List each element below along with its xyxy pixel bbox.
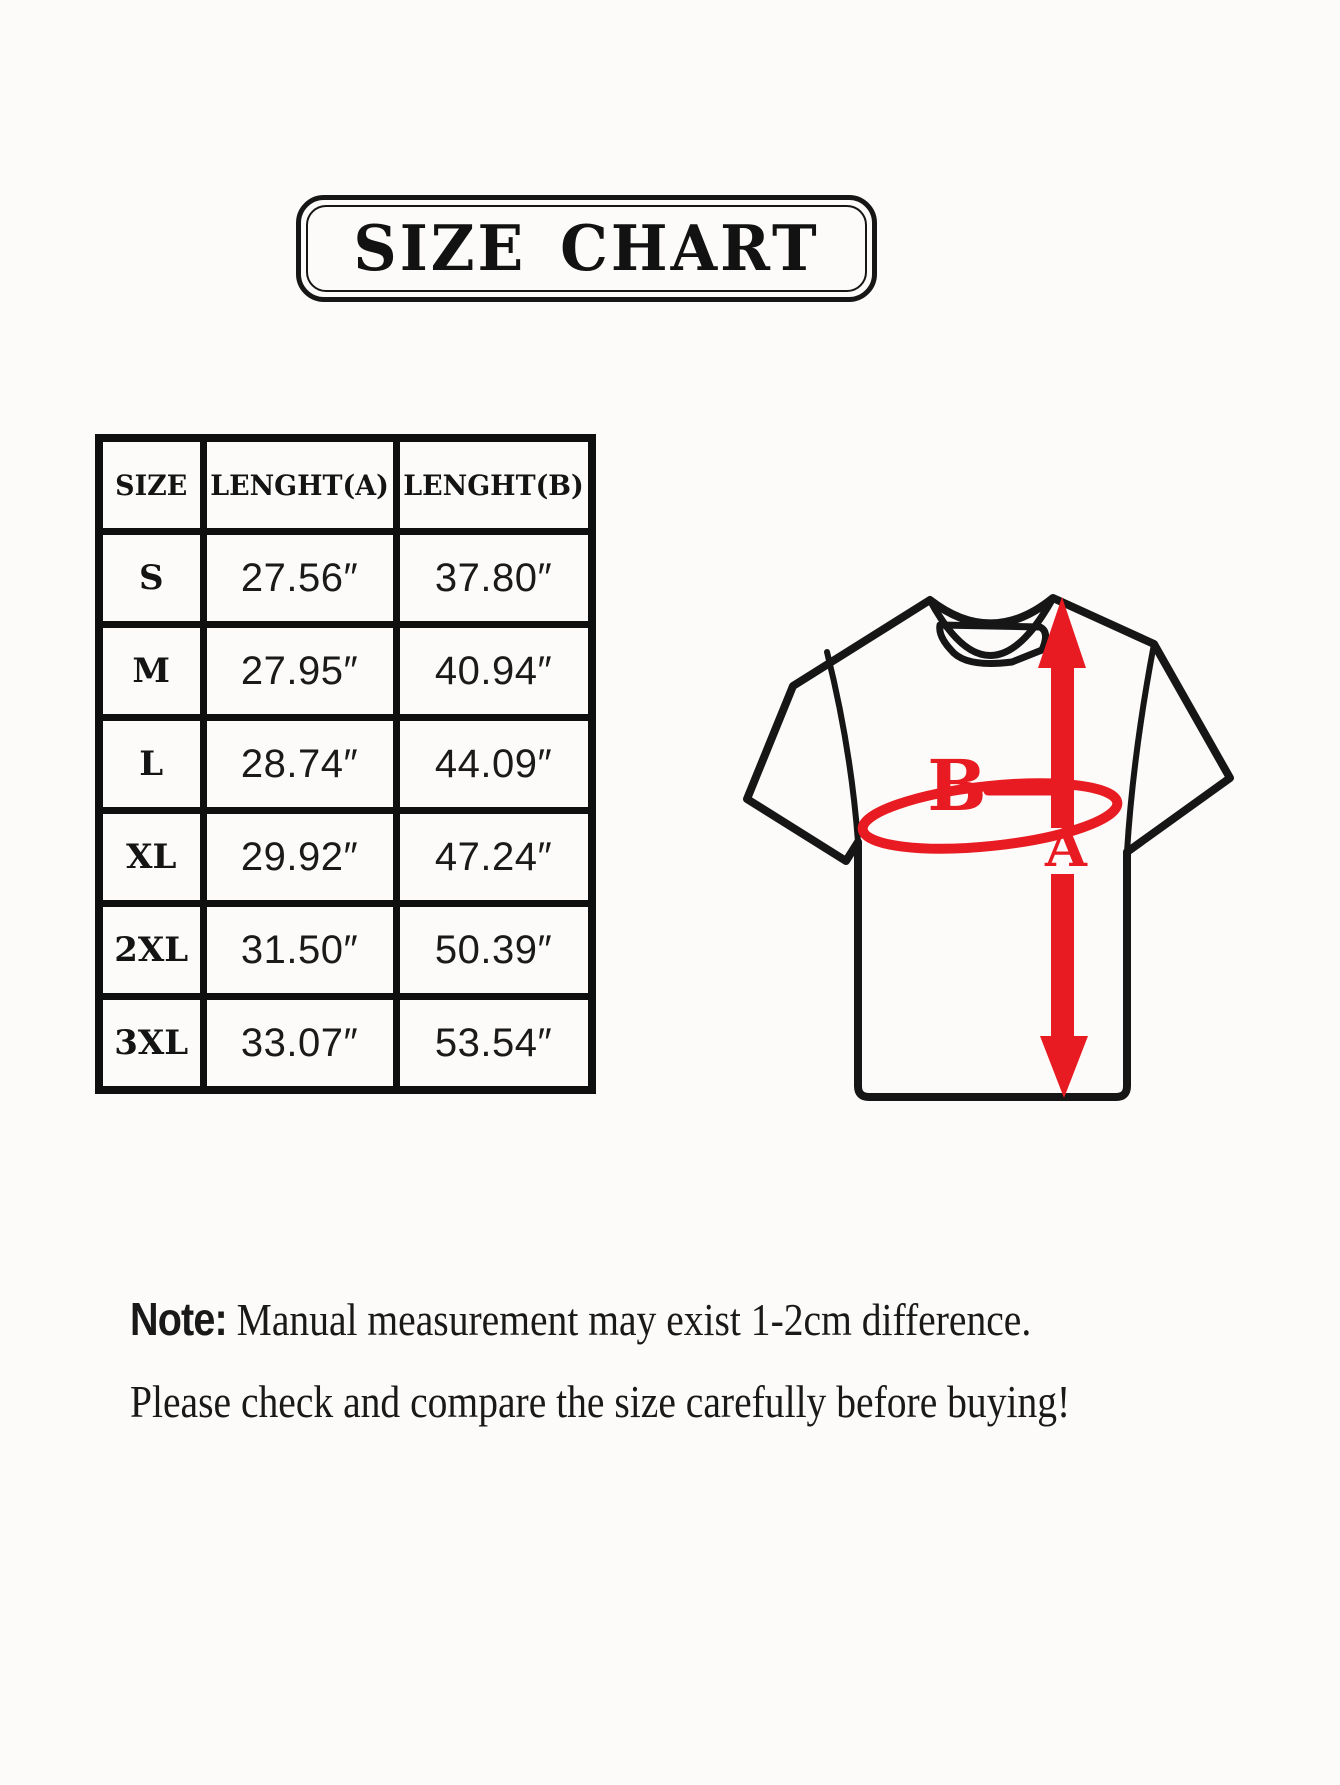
length-a-cell: 27.56″ [203,532,396,625]
chest-label-b: B [927,744,987,827]
table-row [99,625,592,718]
left-sleeve-seam [827,652,858,842]
length-b-cell: 47.24″ [396,811,592,904]
length-arrow-lower-shaft [1051,874,1074,1038]
note-line-2: Please check and compare the size carefully before buying! [130,1376,1071,1427]
length-b-cell: 53.54″ [396,997,592,1091]
length-arrow-down-head [1040,1036,1088,1098]
length-a-cell: 27.95″ [203,625,396,718]
length-b-cell: 37.80″ [396,532,592,625]
size-chart-table [95,434,596,1094]
note-line-1-text: Manual measurement may exist 1-2cm difference. [236,1294,1032,1345]
header-length-b: LENGHT(B) [400,438,588,532]
note-text [130,1278,1119,1443]
title-plaque [296,195,877,302]
title-plaque-inner-border [306,205,867,292]
length-arrow-upper-shaft [1051,660,1074,828]
table-row [99,718,592,811]
size-cell: L [99,718,203,811]
tshirt-diagram [640,480,1260,1120]
length-a-cell: 31.50″ [203,904,396,997]
note-line-1 [130,1278,1119,1361]
length-b-cell: 40.94″ [396,625,592,718]
size-cell: 2XL [99,904,203,997]
size-cell: XL [99,811,203,904]
length-a-cell: 28.74″ [203,718,396,811]
header-size: SIZE [101,438,201,532]
table-row [99,532,592,625]
length-label-a: A [1045,815,1087,879]
note-label: Note: [130,1293,227,1345]
tshirt-diagram-svg [640,480,1260,1120]
table-row [99,904,592,997]
page-title: SIZE CHART [353,212,820,285]
length-a-cell: 33.07″ [203,997,396,1091]
table-header-row [99,438,592,532]
size-cell: S [99,532,203,625]
size-cell: 3XL [99,997,203,1091]
length-b-cell: 44.09″ [396,718,592,811]
length-b-cell: 50.39″ [396,904,592,997]
table-row [99,997,592,1091]
size-cell: M [99,625,203,718]
header-length-a: LENGHT(A) [207,438,392,532]
right-sleeve-seam [1127,644,1154,852]
table-row [99,811,592,904]
length-a-cell: 29.92″ [203,811,396,904]
